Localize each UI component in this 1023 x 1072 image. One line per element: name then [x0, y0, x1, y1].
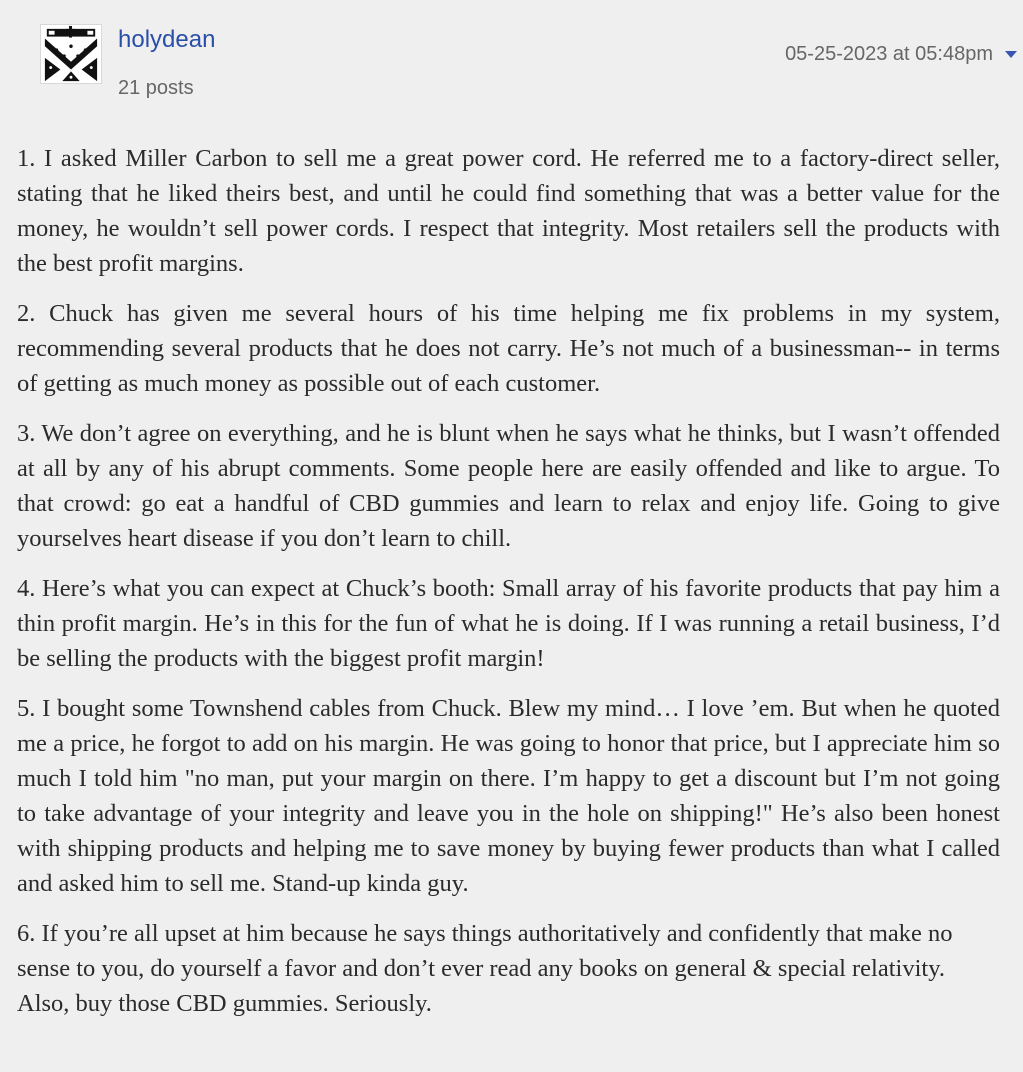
post-body [17, 141, 1000, 1036]
post-count: 21 posts [118, 77, 194, 99]
post-meta [785, 40, 1017, 68]
heraldic-shield-icon [41, 25, 101, 83]
avatar[interactable] [40, 24, 102, 84]
post-paragraph: 1. I asked Miller Carbon to sell me a great power cord. He referred me to a factory-direct seller, stating that he liked theirs best, and until he could find something that was a better value for the money, he wouldn’t sell power cords. I respect that integrity. Most retailers sell the products with the best profit margins. [17, 145, 1000, 277]
post-paragraph: 3. We don’t agree on everything, and he is blunt when he says what he thinks, but I wasn’t offended at all by any of his abrupt comments. Some people here are easily offended and like to argue. To that crowd: go eat a handful of CBD gummies and learn to relax and enjoy life. Going to give yourselves heart disease if you don’t learn to chill. [17, 420, 1000, 552]
post-paragraph: 4. Here’s what you can expect at Chuck’s booth: Small array of his favorite products that pay him a thin profit margin. He’s in this for the fun of what he is doing. If I was running a retail business, I’d be selling the products with the biggest profit margin! [17, 575, 1000, 672]
username-link[interactable]: holydean [118, 26, 216, 53]
post-paragraph: 6. If you’re all upset at him because he says things authoritatively and confidently that make no sense to you, do yourself a favor and don’t ever read any books on general & special relativity. Also, buy those CBD gummies. Seriously. [17, 920, 953, 1017]
post-paragraph: 2. Chuck has given me several hours of his time helping me fix problems in my system, recommending several products that he does not carry. He’s not much of a businessman-- in terms of getting as much money as possible out of each customer. [17, 300, 1000, 397]
post-paragraph: 5. I bought some Townshend cables from Chuck. Blew my mind… I love ’em. But when he quoted me a price, he forgot to add on his margin. He was going to honor that price, but I appreciate him so much I told him "no man, put your margin on there. I’m happy to get a discount but I’m not going to take advantage of your integrity and leave you in the hole on shipping!" He’s also been honest with shipping products and helping me to save money by buying fewer products than what I called and asked him to sell me. Stand-up kinda guy. [17, 695, 1000, 897]
caret-down-icon[interactable] [1005, 51, 1017, 58]
post-timestamp: 05-25-2023 at 05:48pm [785, 43, 993, 65]
